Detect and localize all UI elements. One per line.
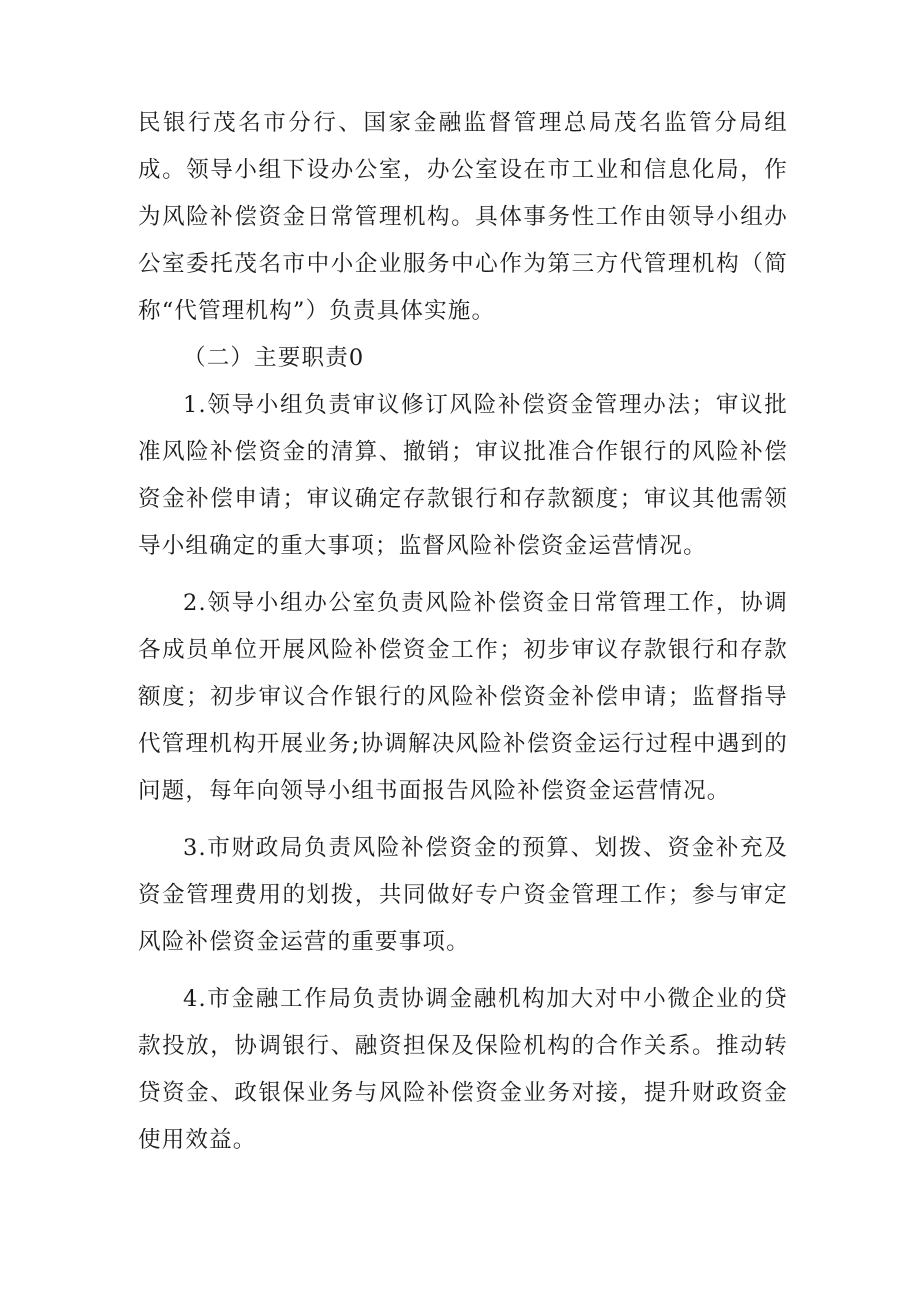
paragraph-item-3: 3.市财政局负责风险补偿资金的预算、划拨、资金补充及资金管理费用的划拨，共同做好专户资金管理工作；参与审定风险补偿资金运营的重要事项。	[138, 835, 788, 955]
document-page	[138, 100, 788, 1164]
paragraph-item-1: 1.领导小组负责审议修订风险补偿资金管理办法；审议批准风险补偿资金的清算、撤销；审议批准合作银行的风险补偿资金补偿申请；审议确定存款银行和存款额度；审议其他需领导小组确定的重大事项；监督风险补偿资金运营情况。	[138, 392, 788, 559]
section-heading: （二）主要职责0	[183, 345, 365, 371]
paragraph-item-4: 4.市金融工作局负责协调金融机构加大对中小微企业的贷款投放，协调银行、融资担保及保险机构的合作关系。推动转贷资金、政银保业务与风险补偿资金业务对接，提升财政资金使用效益。	[138, 986, 788, 1153]
paragraph-item-2: 2.领导小组办公室负责风险补偿资金日常管理工作，协调各成员单位开展风险补偿资金工作；初步审议存款银行和存款额度；初步审议合作银行的风险补偿资金补偿申请；监督指导代管理机构开展业务;协调解决风险补偿资金运行过程中遇到的问题，每年向领导小组书面报告风险补偿资金运营情况。	[138, 590, 788, 804]
paragraph-continuation: 民银行茂名市分行、国家金融监督管理总局茂名监管分局组成。领导小组下设办公室，办公室设在市工业和信息化局，作为风险补偿资金日常管理机构。具体事务性工作由领导小组办公室委托茂名市中小企业服务中心作为第三方代管理机构（简称“代管理机构”）负责具体实施。	[138, 110, 788, 324]
